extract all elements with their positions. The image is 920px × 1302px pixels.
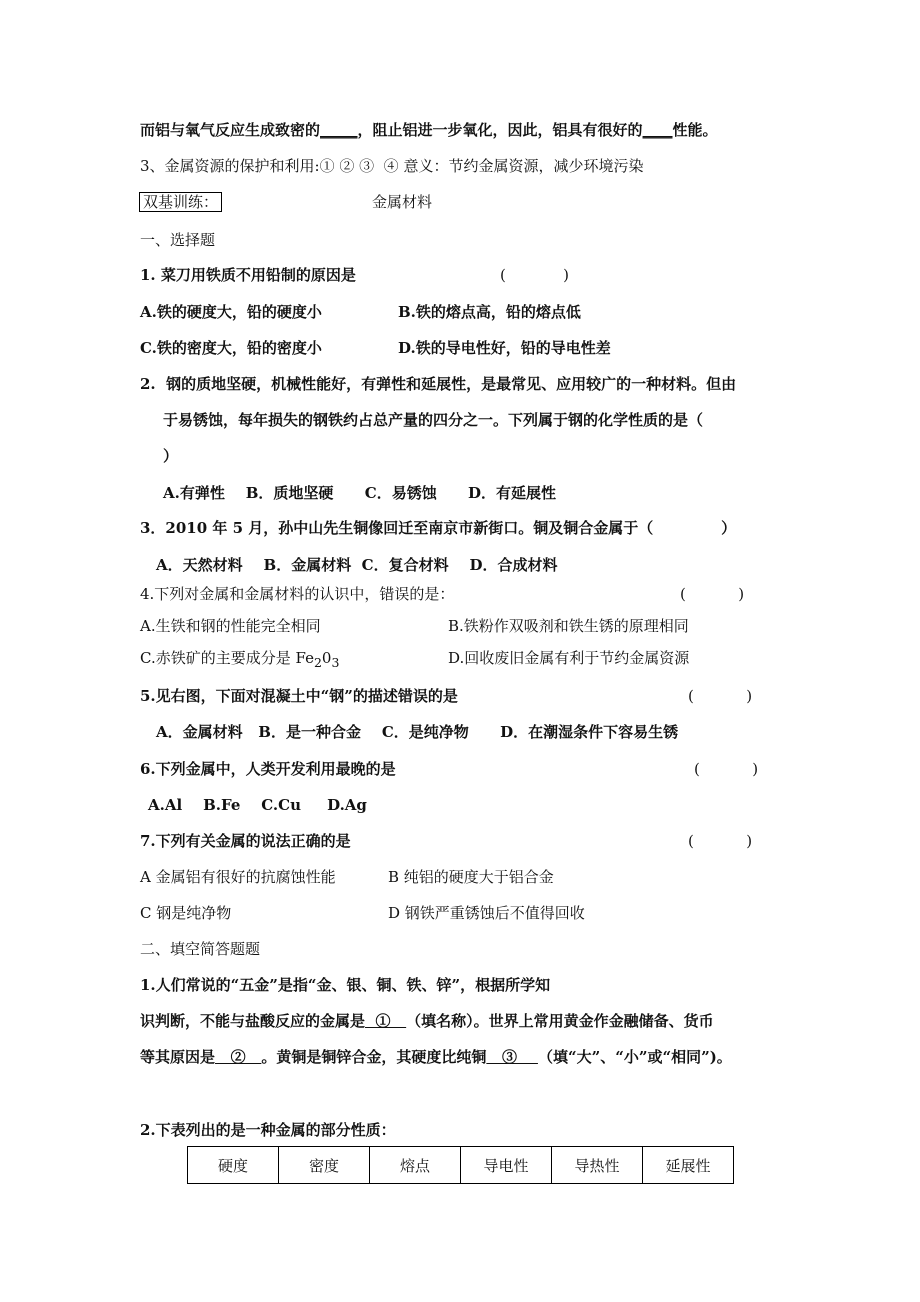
q4-option-d: D.回收废旧金属有利于节约金属资源 (448, 649, 690, 667)
s2-q1-text-a: 识判断，不能与盐酸反应的金属是 (140, 1012, 366, 1030)
exercise-label-box: 双基训练： (139, 192, 222, 212)
table-header-cell: 导热性 (552, 1147, 643, 1184)
q5-stem: 5.见右图，下面对混凝土中“钢”的描述错误的是 (140, 687, 458, 705)
q5-options: A．金属材料 B．是一种合金 C．是纯净物 D．在潮湿条件下容易生锈 (156, 723, 679, 741)
q4-option-c (140, 648, 339, 673)
q6-options: A.Al B.Fe C.Cu D.Ag (148, 796, 367, 814)
q7-stem: 7.下列有关金属的说法正确的是 (140, 832, 351, 850)
q7-option-b: B 纯铝的硬度大于铝合金 (388, 868, 554, 886)
q2-options: A.有弹性 B．质地坚硬 C．易锈蚀 D．有延展性 (163, 484, 557, 502)
subscript-3: 3 (331, 655, 340, 670)
s2-q1-text-e: （填“大”、“小”或“相同”)。 (537, 1048, 732, 1066)
s2-q1-line-2 (140, 1011, 714, 1031)
blank-dense-film: _____ (320, 121, 358, 139)
metal-properties-table (187, 1146, 734, 1184)
q3-stem: 3．2010 年 5 月，孙中山先生铜像回迁至南京市新街口。铜及铜合金属于（ ） (140, 519, 737, 537)
q4-option-a: A.生铁和钢的性能完全相同 (140, 617, 321, 635)
table-row (188, 1147, 734, 1184)
table-header-cell: 硬度 (188, 1147, 279, 1184)
section1-heading: 一、选择题 (140, 231, 216, 249)
q1-option-c: C.铁的密度大，铅的密度小 (140, 339, 322, 357)
s2-q1-text-d: 。黄铜是铜锌合金，其硬度比纯铜 (261, 1048, 487, 1066)
q7-option-d: D 钢铁严重锈蚀后不值得回收 (388, 904, 585, 922)
table-header-cell: 密度 (279, 1147, 370, 1184)
table-header-cell: 延展性 (643, 1147, 734, 1184)
section2-heading: 二、填空简答题题 (140, 940, 261, 958)
q7-answer-paren: ( ) (688, 832, 753, 850)
oxygen-symbol: 0 (321, 649, 332, 667)
s2-q1-text-b: （填名称）。世界上常用黄金作金融储备、货币 (406, 1012, 714, 1030)
s2-q1-line-3 (140, 1047, 732, 1067)
s2-q1-line-1: 1.人们常说的“五金”是指“金、银、铜、铁、锌”，根据所学知 (140, 976, 551, 994)
q2-line-2: 于易锈蚀，每年损失的钢铁约占总产量的四分之一。下列属于钢的化学性质的是（ (163, 411, 704, 429)
intro-line-2: 3、金属资源的保护和利用:① ② ③ ④ 意义：节约金属资源，减少环境污染 (140, 157, 644, 175)
q3-options: A．天然材料 B．金属材料 C．复合材料 D．合成材料 (156, 556, 558, 574)
intro-text-a: 而铝与氧气反应生成致密的 (140, 121, 321, 139)
q7-option-c: C 钢是纯净物 (140, 904, 232, 922)
q7-option-a: A 金属铝有很好的抗腐蚀性能 (140, 868, 336, 886)
table-header-cell: 熔点 (370, 1147, 461, 1184)
q6-answer-paren: ( ) (694, 760, 759, 778)
intro-text-c: 性能。 (672, 121, 718, 139)
blank-3: ③ (486, 1048, 538, 1066)
s2-q1-text-c: 等其原因是 (140, 1048, 216, 1066)
subscript-2: 2 (313, 655, 322, 670)
q1-answer-paren: ( ) (500, 266, 569, 284)
blank-property: ____ (642, 121, 673, 139)
q1-option-b: B.铁的熔点高，铅的熔点低 (398, 303, 581, 321)
intro-line-1 (140, 120, 718, 140)
q2-line-3: ） (163, 447, 179, 465)
page-title: 金属材料 (372, 193, 433, 211)
q1-stem: 1. 菜刀用铁质不用铅制的原因是 (140, 266, 356, 284)
intro-text-b: ，阻止铝进一步氧化，因此，铝具有很好的 (357, 121, 643, 139)
blank-1: ① (365, 1012, 407, 1030)
q4-option-b: B.铁粉作双吸剂和铁生锈的原理相同 (448, 617, 689, 635)
q5-answer-paren: ( ) (688, 687, 753, 705)
blank-2: ② (215, 1048, 262, 1066)
q1-option-a: A.铁的硬度大，铅的硬度小 (140, 303, 322, 321)
q6-stem: 6.下列金属中，人类开发利用最晚的是 (140, 760, 396, 778)
q1-option-d: D.铁的导电性好，铅的导电性差 (398, 339, 611, 357)
table-header-cell: 导电性 (461, 1147, 552, 1184)
q4-option-c-text: C.赤铁矿的主要成分是 Fe (140, 649, 314, 667)
q4-stem: 4.下列对金属和金属材料的认识中，错误的是： (140, 585, 455, 603)
q4-answer-paren: ( ) (680, 585, 745, 603)
header-box-label (139, 192, 222, 212)
q2-line-1: 2. 钢的质地坚硬，机械性能好，有弹性和延展性，是最常见、应用较广的一种材料。但由 (140, 375, 737, 393)
s2-q2-stem: 2.下表列出的是一种金属的部分性质： (140, 1121, 396, 1139)
